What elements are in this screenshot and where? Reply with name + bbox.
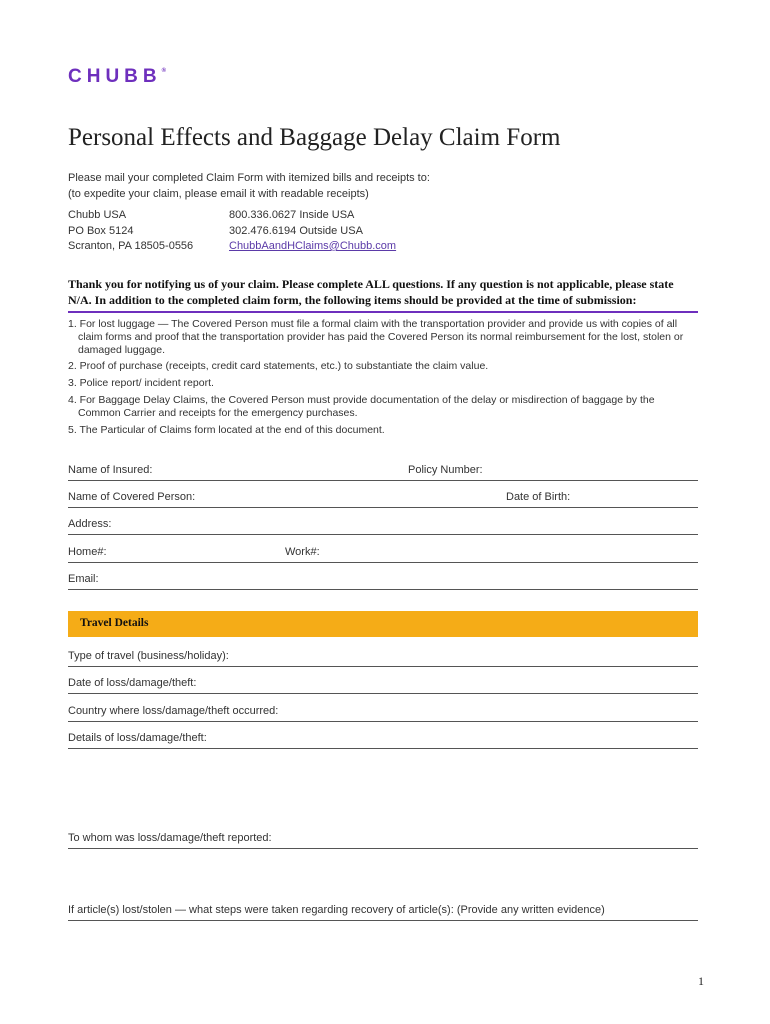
date-of-loss-label: Date of loss/damage/theft: — [68, 677, 197, 689]
list-item: 3. Police report/ incident report. — [68, 377, 214, 390]
details-field[interactable] — [68, 732, 698, 749]
type-of-travel-field[interactable] — [68, 650, 698, 667]
policy-number-label: Policy Number: — [408, 464, 483, 476]
address-line: PO Box 5124 — [68, 224, 134, 237]
required-items-list — [68, 318, 698, 440]
chubb-logo: CHUBB® — [68, 66, 167, 87]
address-label: Address: — [68, 518, 112, 530]
country-field[interactable] — [68, 705, 698, 722]
reported-to-label: To whom was loss/damage/theft reported: — [68, 832, 272, 844]
address-line: Scranton, PA 18505-0556 — [68, 240, 194, 252]
mailing-instructions — [68, 170, 430, 202]
work-phone-label: Work#: — [285, 546, 320, 558]
email-field[interactable] — [68, 573, 698, 590]
insured-policy-row[interactable] — [68, 464, 698, 481]
address-field[interactable] — [68, 518, 698, 535]
page-number: 1 — [698, 974, 704, 988]
phone-inside-usa: 800.336.0627 Inside USA — [229, 209, 355, 221]
list-item: 2. Proof of purchase (receipts, credit card statements, etc.) to substantiate the claim value. — [68, 360, 489, 373]
home-phone-label: Home#: — [68, 546, 107, 558]
type-of-travel-label: Type of travel (business/holiday): — [68, 650, 229, 662]
notice-divider — [68, 311, 698, 313]
claims-email-link[interactable]: ChubbAandHClaims@Chubb.com — [229, 240, 397, 252]
reported-to-field[interactable] — [68, 832, 698, 849]
date-of-loss-field[interactable] — [68, 677, 698, 694]
contact-info — [229, 208, 396, 255]
list-item: 1. For lost luggage — The Covered Person must file a formal claim with the transportation provider and provide us with copies of all claim forms and proof that the transportation provider has paid the Covered Person its normal reimbursement for the lost, stolen or damaged luggage. — [68, 318, 684, 356]
intro-line-1: Please mail your completed Claim Form with itemized bills and receipts to: — [68, 172, 430, 184]
travel-details-heading: Travel Details — [80, 617, 149, 629]
phone-outside-usa: 302.476.6194 Outside USA — [229, 224, 363, 237]
name-of-covered-person-label: Name of Covered Person: — [68, 491, 196, 503]
address-line: Chubb USA — [68, 209, 127, 221]
country-label: Country where loss/damage/theft occurred: — [68, 705, 279, 717]
intro-line-2: (to expedite your claim, please email it with readable receipts) — [68, 188, 369, 200]
notice-text: Thank you for notifying us of your claim. Please complete ALL questions. If any question is not applicable, please state N/A. In addition to the completed claim form, the following items should be provided at the time of submission: — [68, 277, 674, 307]
travel-details-header — [68, 611, 698, 637]
covered-person-row[interactable] — [68, 491, 698, 508]
phone-row[interactable] — [68, 546, 698, 563]
list-item: 4. For Baggage Delay Claims, the Covered Person must provide documentation of the delay or misdirection of baggage by the Common Carrier and receipts for the emergency purchases. — [68, 393, 655, 419]
mailing-address — [68, 208, 193, 255]
page-title: Personal Effects and Baggage Delay Claim Form — [68, 124, 561, 151]
email-label: Email: — [68, 573, 99, 585]
details-label: Details of loss/damage/theft: — [68, 732, 207, 744]
name-of-insured-label: Name of Insured: — [68, 464, 153, 476]
recovery-steps-label: If article(s) lost/stolen — what steps were taken regarding recovery of article(s): (Provide any written evidence) — [68, 904, 605, 916]
list-item: 5. The Particular of Claims form located at the end of this document. — [68, 423, 385, 436]
recovery-steps-field[interactable] — [68, 904, 698, 921]
date-of-birth-label: Date of Birth: — [506, 491, 571, 503]
